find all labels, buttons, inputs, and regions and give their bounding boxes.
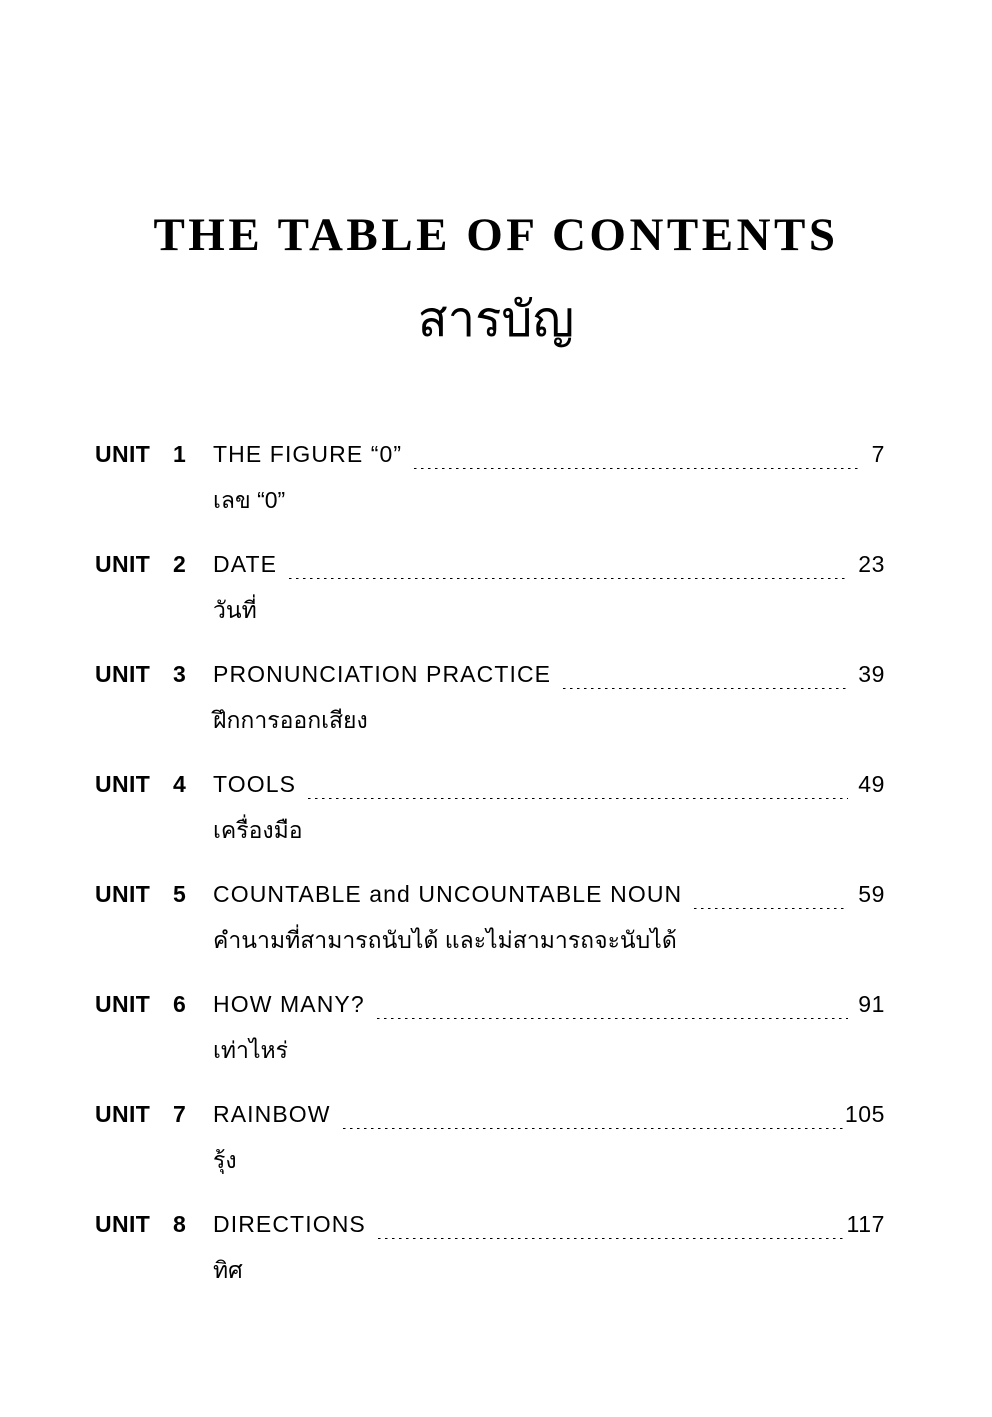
unit-title-english: DIRECTIONS bbox=[213, 1211, 366, 1237]
unit-title-thai: วันที่ bbox=[213, 597, 257, 623]
dot-leader bbox=[308, 798, 848, 799]
unit-title-thai: เลข “0” bbox=[213, 487, 286, 513]
page-number: 7 bbox=[871, 441, 885, 467]
toc-entry-main-line bbox=[95, 1211, 885, 1244]
page-number: 105 bbox=[844, 1101, 885, 1127]
unit-title-english: RAINBOW bbox=[213, 1101, 331, 1127]
dot-leader bbox=[343, 1128, 845, 1129]
page-number: 23 bbox=[858, 551, 885, 577]
unit-number: 6 bbox=[173, 991, 186, 1017]
dot-leader bbox=[563, 688, 848, 689]
unit-title-thai: คำนามที่สามารถนับได้ และไม่สามารถจะนับได้ bbox=[213, 927, 677, 953]
unit-number: 7 bbox=[173, 1101, 186, 1127]
dot-leader bbox=[377, 1018, 848, 1019]
toc-entry[interactable] bbox=[95, 1211, 885, 1285]
page-heading bbox=[0, 206, 992, 356]
page-number: 117 bbox=[846, 1211, 885, 1237]
toc-entry-main-line bbox=[95, 771, 885, 804]
toc-entry[interactable] bbox=[95, 661, 885, 735]
unit-title-english: COUNTABLE and UNCOUNTABLE NOUN bbox=[213, 881, 683, 907]
unit-number: 5 bbox=[173, 881, 186, 907]
unit-title-thai: ทิศ bbox=[213, 1257, 243, 1283]
unit-title-thai: เท่าไหร่ bbox=[213, 1037, 289, 1063]
unit-title-english: PRONUNCIATION PRACTICE bbox=[213, 661, 552, 687]
toc-entry-main-line bbox=[95, 1101, 885, 1134]
page-title-english: THE TABLE OF CONTENTS bbox=[153, 209, 839, 261]
unit-number: 4 bbox=[173, 771, 186, 797]
unit-title-thai: ฝึกการออกเสียง bbox=[213, 707, 368, 733]
unit-title-english: THE FIGURE “0” bbox=[213, 441, 403, 467]
dot-leader bbox=[694, 908, 848, 909]
unit-title-thai: เครื่องมือ bbox=[213, 817, 303, 843]
toc-entry[interactable] bbox=[95, 881, 885, 955]
toc-entry[interactable] bbox=[95, 991, 885, 1065]
toc-entry[interactable] bbox=[95, 1101, 885, 1175]
unit-label: UNIT bbox=[95, 551, 151, 577]
toc-entry-main-line bbox=[95, 881, 885, 914]
dot-leader bbox=[289, 578, 848, 579]
unit-title-english: HOW MANY? bbox=[213, 991, 365, 1017]
unit-label: UNIT bbox=[95, 1211, 151, 1237]
unit-label: UNIT bbox=[95, 661, 151, 687]
unit-label: UNIT bbox=[95, 991, 151, 1017]
unit-number: 8 bbox=[173, 1211, 186, 1237]
page-number: 59 bbox=[858, 881, 885, 907]
page-number: 39 bbox=[858, 661, 885, 687]
dot-leader bbox=[378, 1238, 847, 1239]
toc-entry-main-line bbox=[95, 661, 885, 694]
unit-title-thai: รุ้ง bbox=[213, 1147, 237, 1173]
toc-entry[interactable] bbox=[95, 771, 885, 845]
unit-number: 3 bbox=[173, 661, 186, 687]
unit-title-english: DATE bbox=[213, 551, 278, 577]
dot-leader bbox=[414, 468, 861, 469]
unit-number: 1 bbox=[173, 441, 186, 467]
toc-entry[interactable] bbox=[95, 441, 885, 515]
unit-number: 2 bbox=[173, 551, 186, 577]
toc-entry-main-line bbox=[95, 991, 885, 1024]
page-number: 49 bbox=[858, 771, 885, 797]
unit-label: UNIT bbox=[95, 881, 151, 907]
page-number: 91 bbox=[858, 991, 885, 1017]
toc-entry[interactable] bbox=[95, 551, 885, 625]
unit-title-english: TOOLS bbox=[213, 771, 297, 797]
unit-label: UNIT bbox=[95, 1101, 151, 1127]
toc-entry-main-line bbox=[95, 551, 885, 584]
toc-entry-main-line bbox=[95, 441, 885, 474]
unit-label: UNIT bbox=[95, 441, 151, 467]
table-of-contents-list bbox=[95, 441, 885, 1285]
page-title-thai: สารบัญ bbox=[417, 293, 575, 347]
unit-label: UNIT bbox=[95, 771, 151, 797]
